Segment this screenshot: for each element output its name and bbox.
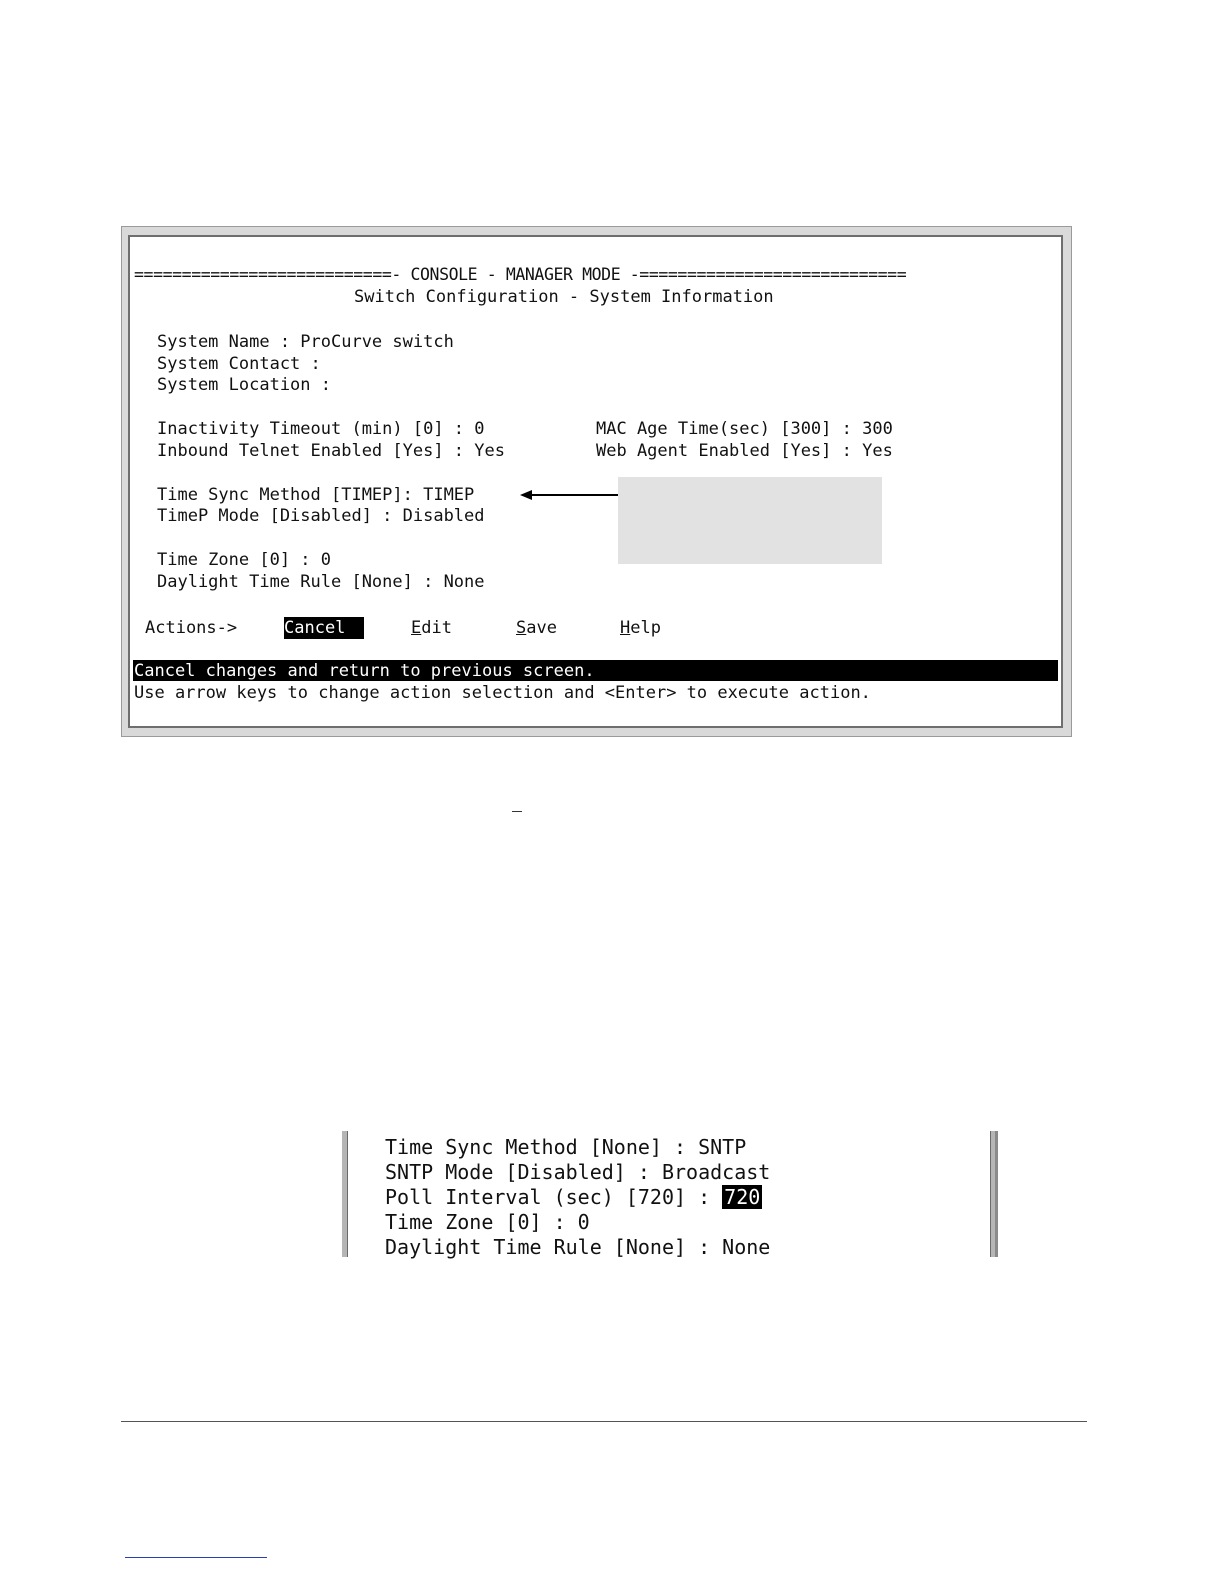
save-action[interactable] bbox=[516, 617, 557, 639]
snippet-poll-interval[interactable] bbox=[385, 1185, 762, 1210]
inactivity-timeout-field[interactable]: Inactivity Timeout (min) [0] : 0 bbox=[157, 419, 485, 439]
system-location-field[interactable]: System Location : bbox=[157, 375, 331, 395]
help-hotkey: H bbox=[620, 618, 631, 638]
cancel-action[interactable]: Cancel bbox=[284, 617, 364, 639]
screen-subtitle: Switch Configuration - System Information bbox=[354, 287, 774, 307]
snippet-left-border bbox=[342, 1131, 348, 1257]
snippet-time-zone[interactable]: Time Zone [0] : 0 bbox=[385, 1210, 590, 1234]
page-divider bbox=[121, 1421, 1087, 1422]
callout-arrowhead bbox=[520, 490, 532, 500]
small-dash bbox=[512, 811, 522, 812]
status-message: Cancel changes and return to previous screen. bbox=[134, 661, 595, 681]
console-screen bbox=[128, 235, 1063, 728]
snippet-daylight-rule[interactable]: Daylight Time Rule [None] : None bbox=[385, 1235, 771, 1259]
snippet-time-sync-method[interactable]: Time Sync Method [None] : SNTP bbox=[385, 1135, 747, 1159]
save-hotkey: S bbox=[516, 618, 527, 638]
save-rest: ave bbox=[526, 618, 557, 638]
edit-action[interactable] bbox=[411, 617, 452, 639]
poll-interval-label: Poll Interval (sec) [720] : bbox=[385, 1185, 723, 1209]
console-window bbox=[121, 226, 1072, 737]
snippet-right-border bbox=[990, 1131, 998, 1257]
callout-arrow bbox=[528, 494, 621, 496]
help-message: Use arrow keys to change action selection and <Enter> to execute action. bbox=[134, 683, 871, 703]
console-header: ===========================- CONSOLE - MANAGER MODE -============================ bbox=[134, 265, 907, 284]
web-agent-field[interactable]: Web Agent Enabled [Yes] : Yes bbox=[596, 441, 893, 461]
time-sync-method-field[interactable]: Time Sync Method [TIMEP]: TIMEP bbox=[157, 485, 475, 505]
help-rest: elp bbox=[630, 618, 661, 638]
system-contact-field[interactable]: System Contact : bbox=[157, 354, 321, 374]
timep-mode-field[interactable]: TimeP Mode [Disabled] : Disabled bbox=[157, 506, 485, 526]
help-action[interactable] bbox=[620, 617, 661, 639]
snippet-sntp-mode[interactable]: SNTP Mode [Disabled] : Broadcast bbox=[385, 1160, 771, 1184]
edit-hotkey: E bbox=[411, 618, 422, 638]
edit-rest: dit bbox=[421, 618, 452, 638]
inbound-telnet-field[interactable]: Inbound Telnet Enabled [Yes] : Yes bbox=[157, 441, 505, 461]
footer-link-underline[interactable] bbox=[125, 1557, 267, 1558]
daylight-rule-field[interactable]: Daylight Time Rule [None] : None bbox=[157, 572, 485, 592]
time-zone-field[interactable]: Time Zone [0] : 0 bbox=[157, 550, 331, 570]
mac-age-time-field[interactable]: MAC Age Time(sec) [300] : 300 bbox=[596, 419, 893, 439]
poll-interval-value[interactable]: 720 bbox=[724, 1185, 761, 1209]
system-name-field[interactable]: System Name : ProCurve switch bbox=[157, 332, 454, 352]
actions-label: Actions-> bbox=[145, 618, 238, 638]
callout-box bbox=[618, 477, 882, 564]
